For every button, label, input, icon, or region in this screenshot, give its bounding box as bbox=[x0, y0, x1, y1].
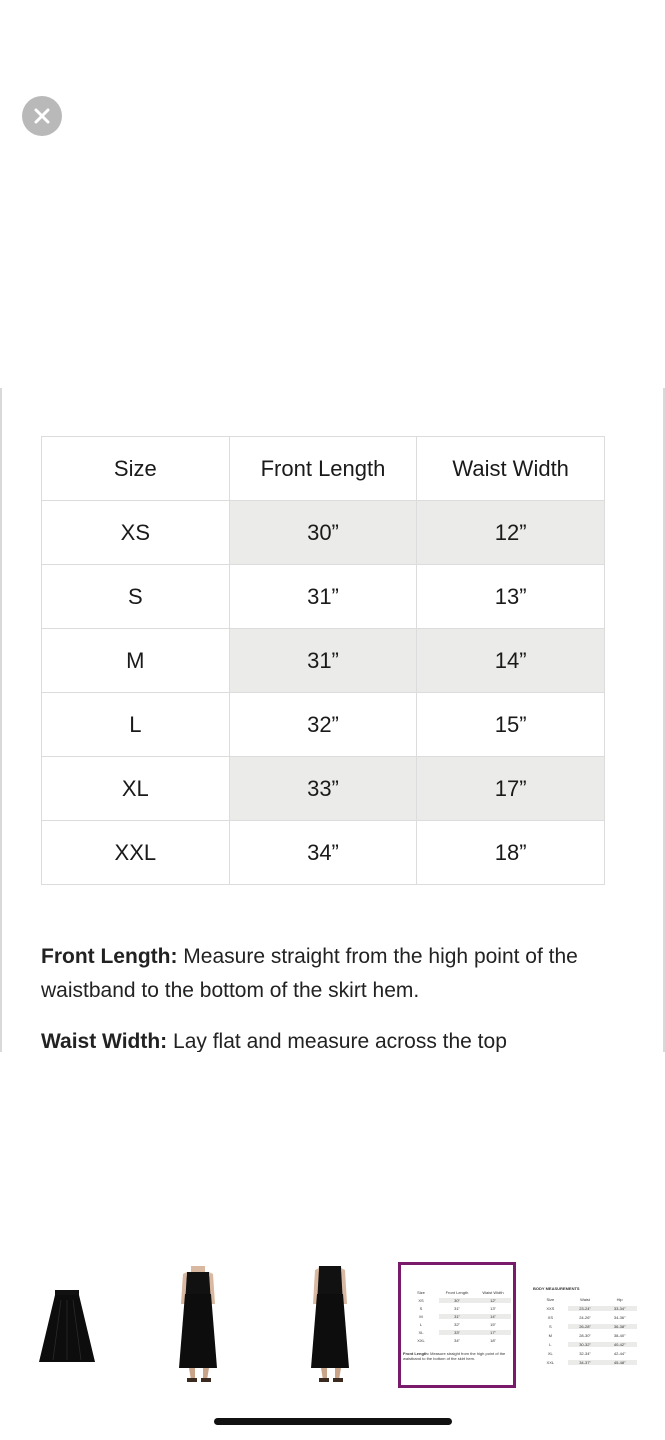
mini-cell: 12” bbox=[475, 1298, 511, 1303]
body-cell: 45-48” bbox=[602, 1360, 637, 1365]
body-cell: 36-38” bbox=[602, 1324, 637, 1329]
body-cell: 38-40” bbox=[613, 1332, 626, 1338]
home-indicator[interactable] bbox=[214, 1418, 452, 1425]
thumbnail-model-front[interactable] bbox=[160, 1262, 238, 1388]
body-cell: XXS bbox=[546, 1305, 555, 1311]
size-table-header-row bbox=[42, 437, 605, 501]
body-cell: 42-44” bbox=[613, 1350, 626, 1356]
mini-cell: S bbox=[419, 1305, 423, 1311]
cell-waist-width: 17” bbox=[417, 757, 605, 821]
body-header-waist: Waist bbox=[580, 1296, 590, 1302]
cell-size: S bbox=[42, 565, 230, 629]
mini-cell: M bbox=[419, 1313, 423, 1319]
body-cell: 40-42” bbox=[602, 1342, 637, 1347]
mini-cell: L bbox=[419, 1321, 423, 1327]
mini-cell: 15” bbox=[490, 1321, 496, 1327]
body-cell: 32-34” bbox=[579, 1350, 591, 1356]
cell-waist-width: 13” bbox=[417, 565, 605, 629]
mini-cell: 34” bbox=[454, 1337, 460, 1343]
mini-cell: 33” bbox=[439, 1330, 475, 1335]
size-chart-image[interactable] bbox=[0, 388, 665, 1052]
header-size: Size bbox=[42, 437, 230, 501]
mini-cell: 32” bbox=[454, 1321, 460, 1327]
waist-width-label: Waist Width: bbox=[41, 1030, 168, 1052]
cell-size: XL bbox=[42, 757, 230, 821]
mini-cell: XS bbox=[418, 1297, 424, 1303]
body-cell: M bbox=[548, 1332, 552, 1338]
body-measurements-chart bbox=[533, 1286, 637, 1365]
cell-waist-width: 18” bbox=[417, 821, 605, 885]
close-icon bbox=[33, 107, 51, 125]
mini-header-waist-width: Waist Width bbox=[482, 1289, 504, 1295]
body-cell: 23-24” bbox=[568, 1306, 603, 1311]
body-cell: 26-28” bbox=[568, 1324, 603, 1329]
front-length-label: Front Length: bbox=[41, 945, 178, 968]
table-row bbox=[42, 629, 605, 693]
mini-cell: XL bbox=[418, 1329, 424, 1335]
skirt-flat-image bbox=[35, 1280, 99, 1370]
cell-size: L bbox=[42, 693, 230, 757]
cell-size: XS bbox=[42, 501, 230, 565]
mini-cell: 31” bbox=[439, 1314, 475, 1319]
body-cell: 33-34” bbox=[602, 1306, 637, 1311]
cell-front-length: 34” bbox=[229, 821, 417, 885]
cell-size: XXL bbox=[42, 821, 230, 885]
table-row bbox=[42, 757, 605, 821]
body-cell: XXL bbox=[546, 1359, 555, 1365]
table-row bbox=[42, 693, 605, 757]
cell-front-length: 30” bbox=[229, 501, 417, 565]
thumbnail-strip bbox=[0, 1262, 665, 1392]
mini-cell: 13” bbox=[490, 1305, 496, 1311]
mini-cell: 18” bbox=[490, 1337, 496, 1343]
mini-cell: XXL bbox=[417, 1337, 425, 1343]
thumbnail-model-back[interactable] bbox=[294, 1262, 368, 1388]
body-header-hip: Hip bbox=[616, 1296, 623, 1302]
cell-waist-width: 12” bbox=[417, 501, 605, 565]
front-length-text: Measure straight from the high point of the waistband to the bottom of the skirt hem. bbox=[41, 945, 578, 1002]
thumbnail-skirt-flat[interactable] bbox=[30, 1262, 104, 1388]
body-cell: 24-26” bbox=[579, 1314, 591, 1320]
body-header-size: Size bbox=[546, 1296, 555, 1302]
cell-waist-width: 15” bbox=[417, 693, 605, 757]
header-front-length: Front Length bbox=[229, 437, 417, 501]
thumbnail-size-chart[interactable] bbox=[398, 1262, 516, 1388]
front-length-description bbox=[41, 940, 631, 1008]
body-measurements-title: BODY MEASUREMENTS bbox=[533, 1285, 580, 1291]
body-cell: S bbox=[548, 1323, 552, 1329]
body-cell: 28-30” bbox=[579, 1332, 591, 1338]
cell-front-length: 31” bbox=[229, 565, 417, 629]
table-row bbox=[42, 501, 605, 565]
waist-width-text: Lay flat and measure across the top bbox=[167, 1030, 507, 1052]
mini-cell: 31” bbox=[454, 1305, 460, 1311]
size-table bbox=[41, 436, 605, 885]
frame-edge-left bbox=[0, 388, 2, 1052]
cell-size: M bbox=[42, 629, 230, 693]
mini-cell: 14” bbox=[475, 1314, 511, 1319]
header-waist-width: Waist Width bbox=[417, 437, 605, 501]
body-cell: 34-37” bbox=[568, 1360, 603, 1365]
mini-size-chart bbox=[403, 1290, 511, 1361]
cell-front-length: 33” bbox=[229, 757, 417, 821]
table-row bbox=[42, 565, 605, 629]
mini-header-size: Size bbox=[417, 1289, 425, 1295]
mini-header-front-length: Front Length bbox=[445, 1289, 469, 1295]
thumbnail-body-measurements[interactable] bbox=[530, 1262, 640, 1388]
mini-caption-text: Measure straight from the high point of the waistband to the bottom of the skirt hem. bbox=[403, 1350, 506, 1361]
body-cell: 34-36” bbox=[613, 1314, 626, 1320]
cell-waist-width: 14” bbox=[417, 629, 605, 693]
mini-caption-label: Front Length: bbox=[403, 1350, 429, 1356]
mini-cell: 17” bbox=[475, 1330, 511, 1335]
waist-width-description bbox=[41, 1025, 631, 1052]
mini-caption bbox=[403, 1351, 511, 1361]
mini-cell: 30” bbox=[439, 1298, 475, 1303]
model-back-image bbox=[301, 1264, 361, 1386]
cell-front-length: 32” bbox=[229, 693, 417, 757]
body-cell: XS bbox=[547, 1314, 553, 1320]
cell-front-length: 31” bbox=[229, 629, 417, 693]
body-cell: XL bbox=[547, 1350, 553, 1356]
body-cell: L bbox=[549, 1341, 552, 1347]
close-button[interactable] bbox=[22, 96, 62, 136]
table-row bbox=[42, 821, 605, 885]
body-cell: 30-32” bbox=[568, 1342, 603, 1347]
model-front-image bbox=[169, 1264, 229, 1386]
